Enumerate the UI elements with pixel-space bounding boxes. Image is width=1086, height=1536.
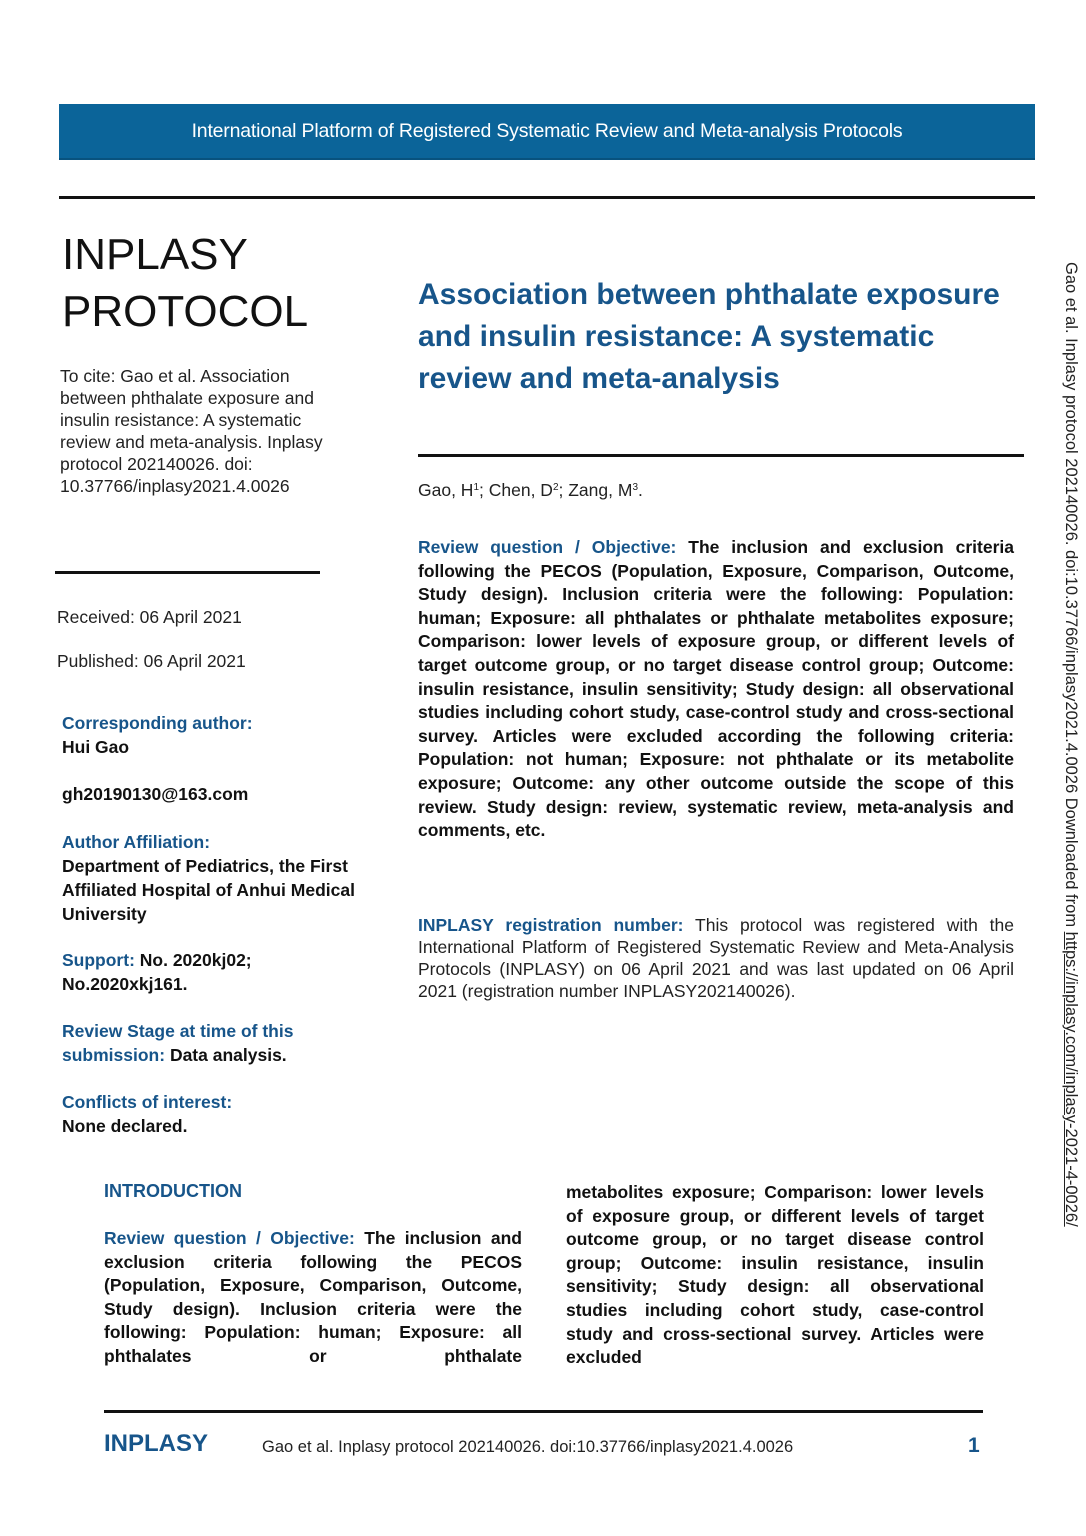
- download-link[interactable]: https://inplasy.com/inplasy-2021-4-0026/: [1062, 931, 1080, 1227]
- footer-divider: [104, 1410, 983, 1413]
- objective-label: Review question / Objective:: [418, 537, 677, 557]
- affiliation-label: Author Affiliation:: [62, 832, 211, 852]
- registration-info: [418, 914, 1014, 1002]
- corresponding-author-label: Corresponding author:: [62, 713, 253, 733]
- header-banner: [59, 104, 1035, 160]
- registration-label: INPLASY registration number:: [418, 915, 684, 935]
- conflicts-value: None declared.: [62, 1116, 188, 1136]
- corresponding-author-name: Hui Gao: [62, 737, 130, 757]
- introduction-column-1: [104, 1227, 522, 1369]
- introduction-heading: INTRODUCTION: [104, 1181, 242, 1201]
- support-label: Support:: [62, 950, 135, 970]
- intro-objective-label: Review question / Objective:: [104, 1228, 355, 1248]
- support-value: No. 2020kj02; No.2020xkj161.: [62, 950, 252, 994]
- intro-column-1-text: The inclusion and exclusion criteria following the PECOS (Population, Exposure, Comparison, Outcome, Study design). Inclusion criteria were the following: Population: human; Exposure: all phthalates or phthalate: [104, 1228, 522, 1366]
- title-divider: [418, 454, 1024, 457]
- corresponding-author: [62, 711, 362, 759]
- side-note-text: Gao et al. Inplasy protocol 202140026. doi:10.37766/inplasy2021.4.0026 Downloaded from: [1062, 262, 1080, 932]
- objective-text: The inclusion and exclusion criteria following the PECOS (Population, Exposure, Comparison, Outcome, Study design). Inclusion criteria were the following: Population: human; Exposure: all phthalates or phthalate metabolites exposure; Comparison: lower levels of exposure group, or different levels of target outcome group, or no target disease control group; Outcome: insulin resistance, insulin sensitivity; Study design: all observational studies including cohort study, case-control study and cross-sectional survey. Articles were excluded according the following criteria: Population: not human; Exposure: not phthalate or its metabolite exposure; Outcome: any other outcome outside the scope of this review. Study design: review, systematic review, meta-analysis and comments, etc.: [418, 537, 1014, 841]
- review-stage: [62, 1019, 352, 1067]
- footer-citation: Gao et al. Inplasy protocol 202140026. doi:10.37766/inplasy2021.4.0026: [262, 1438, 794, 1456]
- side-download-note: [1058, 262, 1086, 1362]
- published-date: Published: 06 April 2021: [57, 651, 246, 671]
- author-2-affil: 2: [552, 482, 559, 493]
- author-list: [418, 480, 643, 501]
- page-number: 1: [968, 1434, 980, 1457]
- author-1: Gao, H: [418, 480, 474, 500]
- affiliation-value: Department of Pediatrics, the First Affiliated Hospital of Anhui Medical University: [62, 856, 355, 924]
- conflicts-of-interest: [62, 1090, 362, 1138]
- author-2: ; Chen, D: [479, 480, 553, 500]
- protocol-brand: [62, 226, 308, 340]
- citation-text: To cite: Gao et al. Association between phthalate exposure and insulin resistance: A systematic review and meta-analysis. Inplasy protocol 202140026. doi: 10.37766/inplasy2021.4.0026: [60, 366, 323, 496]
- abstract-objective: [418, 536, 1014, 843]
- brand-line-2: PROTOCOL: [62, 287, 309, 336]
- review-stage-label: Review Stage at time of this submission:: [62, 1021, 294, 1065]
- author-3: ; Zang, M: [558, 480, 633, 500]
- footer-brand: INPLASY: [104, 1430, 209, 1457]
- banner-text: International Platform of Registered Systematic Review and Meta-analysis Protocols: [191, 119, 903, 142]
- author-affiliation: [62, 830, 362, 926]
- top-divider: [59, 196, 1035, 199]
- author-email[interactable]: gh20190130@163.com: [62, 784, 249, 804]
- support-info: [62, 948, 322, 996]
- author-3-affil: 3: [632, 482, 638, 493]
- review-stage-value: Data analysis.: [165, 1045, 287, 1065]
- author-list-end: .: [638, 480, 643, 500]
- introduction-column-2: metabolites exposure; Comparison: lower levels of exposure group, or different levels of target outcome group, or no target disease control group; Outcome: insulin resistance, insulin sensitivity; Study design: all observational studies including cohort study, case-control study and cross-sectional survey. Articles were excluded: [566, 1182, 984, 1368]
- brand-line-1: INPLASY: [62, 230, 248, 279]
- paper-title: Association between phthalate exposure and insulin resistance: A systematic review and meta-analysis: [418, 278, 1000, 395]
- author-1-affil: 1: [473, 482, 480, 493]
- registration-text: This protocol was registered with the International Platform of Registered Systematic Review and Meta-Analysis Protocols (INPLASY) on 06 April 2021 and was last updated on 06 April 2021 (registration number INPLASY202140026).: [418, 915, 1014, 1001]
- conflicts-label: Conflicts of interest:: [62, 1092, 233, 1112]
- left-divider: [55, 571, 320, 574]
- received-date: Received: 06 April 2021: [57, 607, 242, 627]
